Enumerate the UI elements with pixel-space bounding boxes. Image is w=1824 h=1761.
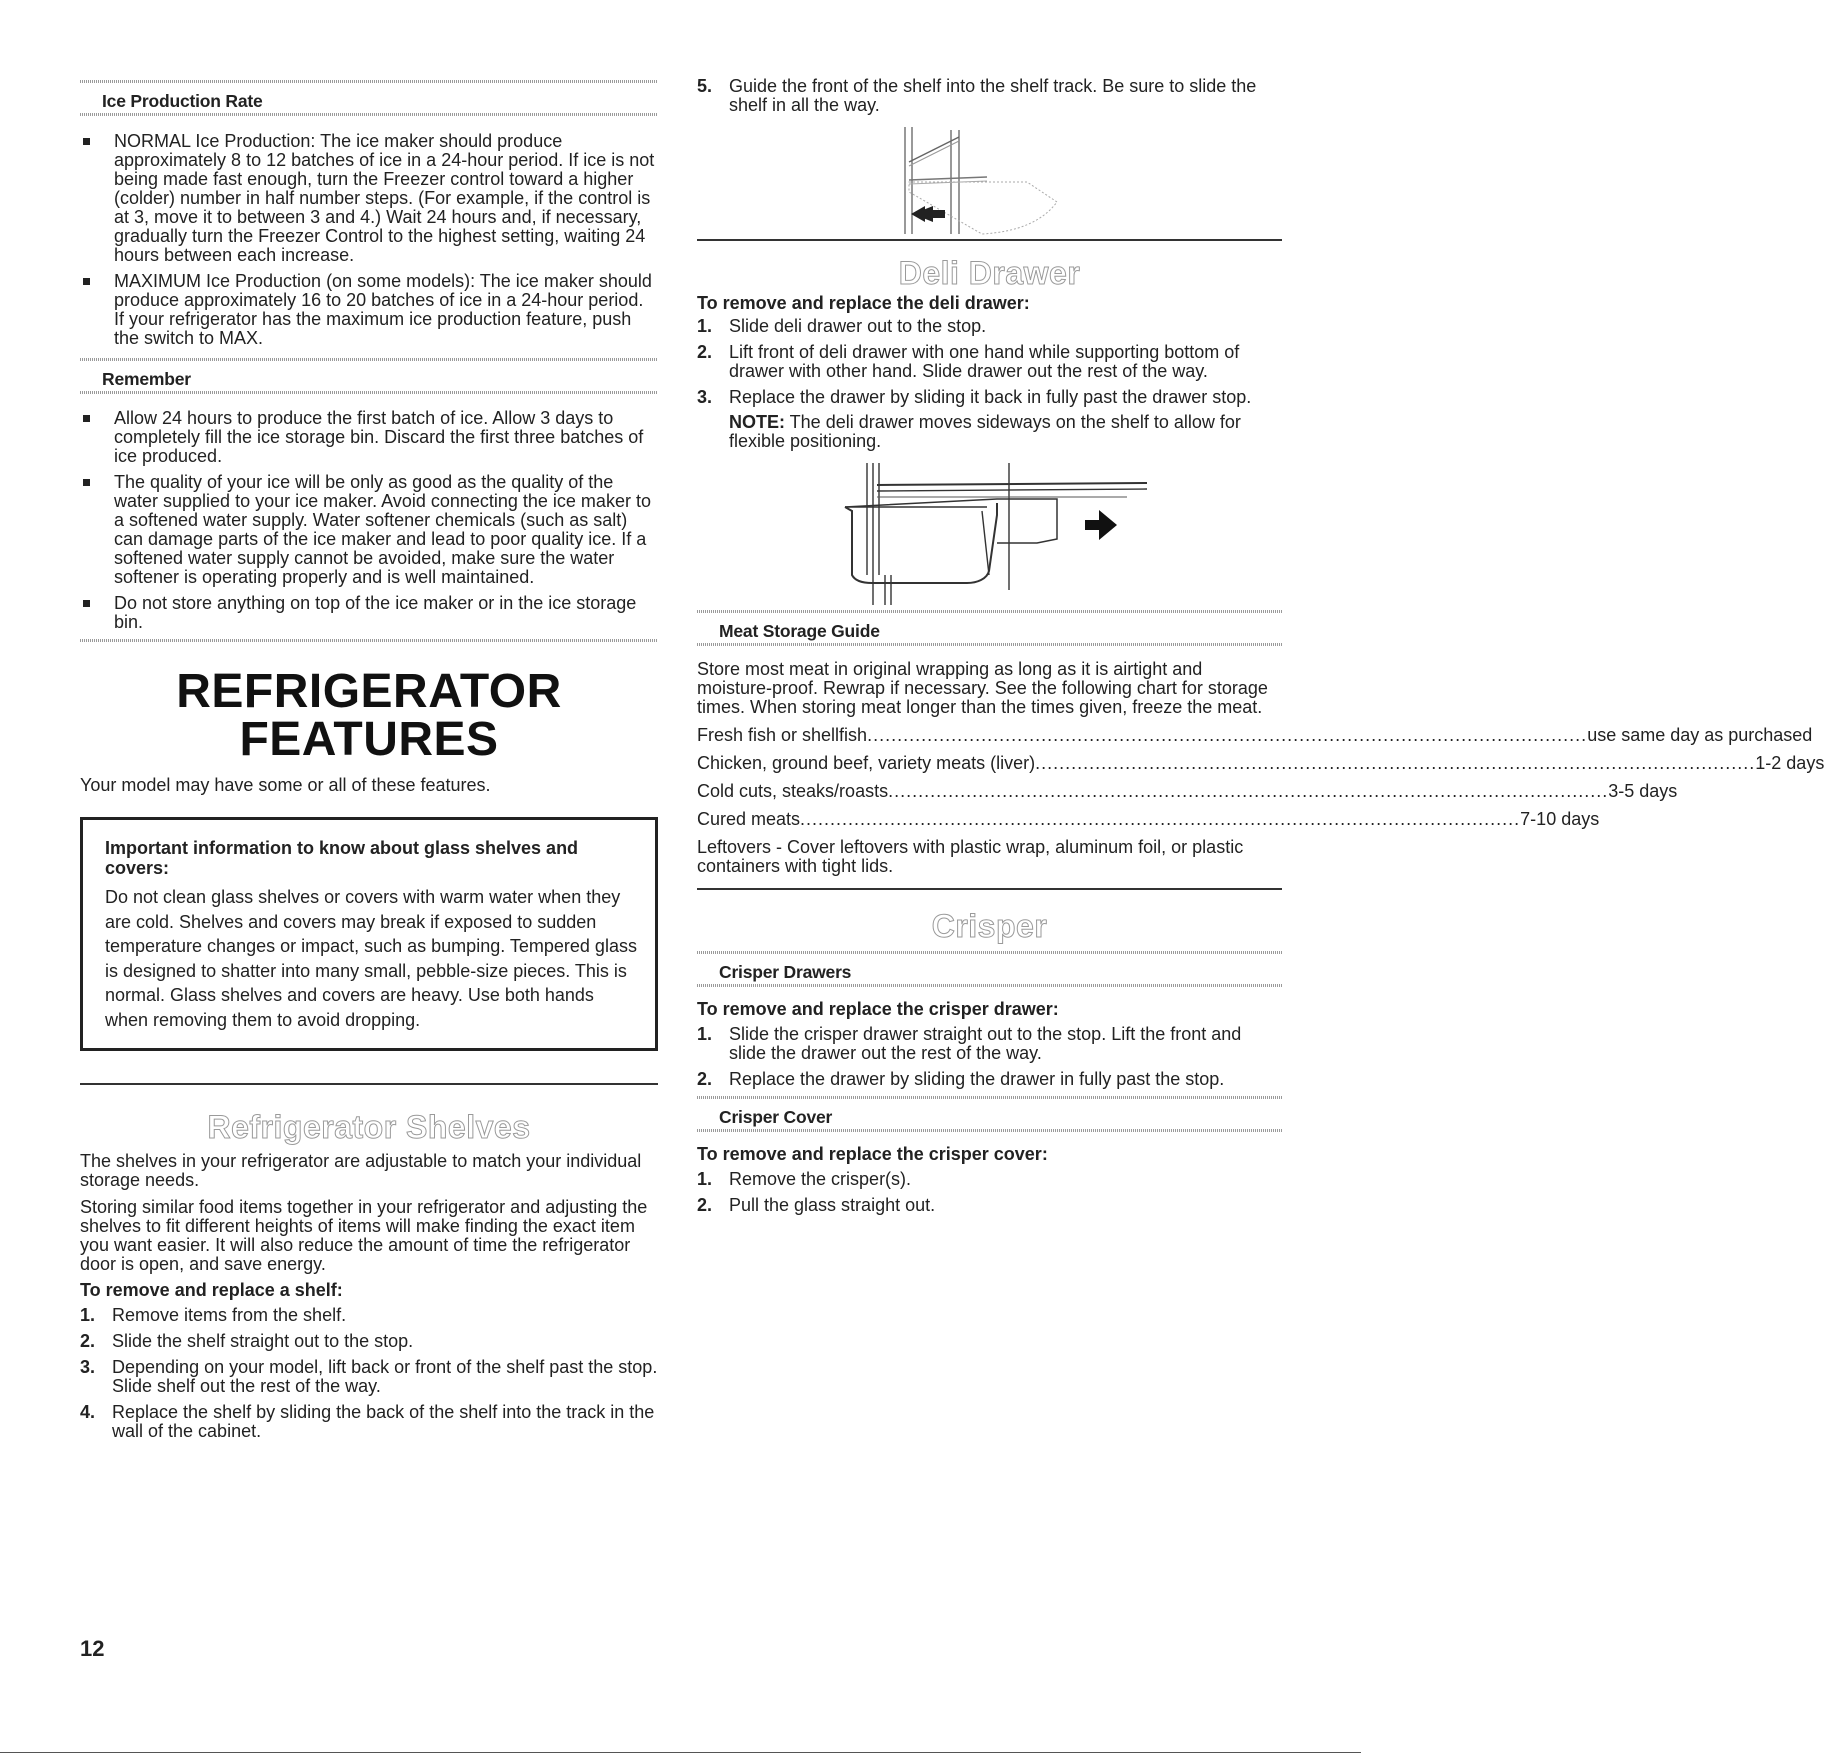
list-item: 2. Pull the glass straight out. [697, 1195, 936, 1215]
list-item: 4. Replace the shelf by sliding the back of the shelf into the track in the wall of the cabinet. [80, 1402, 655, 1441]
list-item: MAXIMUM Ice Production (on some models): The ice maker should produce approximately 16 to 20 batches of ice in a 24-hour period. If your refrigerator has the maximum ice production feature, push the switch to MAX. [80, 272, 658, 348]
meat-leftovers: Leftovers - Cover leftovers with plastic wrap, aluminum foil, or plastic containers with tight lids. [697, 837, 1244, 876]
glass-shelves-info-box [80, 817, 658, 1051]
table-row: Cured meats ........................................................................................................................ 7-10 days [697, 809, 1600, 829]
glass-box-heading: Important information to know about glass shelves and covers: [105, 838, 579, 878]
remember-list [80, 409, 658, 632]
deli-subheading: To remove and replace the deli drawer: [697, 293, 1030, 313]
crisper-cover-subheading: To remove and replace the crisper cover: [697, 1144, 1048, 1164]
list-item: Do not store anything on top of the ice maker or in the ice storage bin. [80, 594, 658, 632]
bullet-icon [83, 138, 90, 145]
meat-storage-table [697, 725, 1824, 829]
list-item: NORMAL Ice Production: The ice maker should produce approximately 8 to 12 batches of ice in a 24-hour period. If ice is not being made fast enough, turn the Freezer control toward a higher (colder) number in half number steps. (For example, if the control is at 3, move it to between 3 and 4.) Wait 24 hours and, if necessary, gradually turn the Freezer Control to the highest setting, waiting 24 hours between each increase. [80, 132, 658, 265]
shelves-steps-continued [697, 77, 1282, 115]
section-rule [697, 239, 1282, 241]
shelves-steps [80, 1306, 658, 1441]
crisper-drawers-steps [697, 1025, 1282, 1089]
crisper-heading: Crisper [931, 908, 1048, 944]
deli-steps [697, 317, 1282, 407]
right-column [697, 0, 1824, 1222]
page-number: 12 [80, 1636, 105, 1661]
meat-intro: Store most meat in original wrapping as long as it is airtight and moisture-proof. Rewrap if necessary. See the following chart for storage times. When storing meat longer than the times given, freeze the meat. [697, 659, 1268, 717]
list-item: 5. Guide the front of the shelf into the shelf track. Be sure to slide the shelf in all the way. [697, 76, 1257, 115]
ice-production-list [80, 132, 658, 348]
remember-heading-bar [80, 358, 658, 394]
list-item: 1. Remove items from the shelf. [80, 1305, 347, 1325]
deli-heading: Deli Drawer [898, 255, 1081, 291]
bullet-icon [83, 600, 90, 607]
crisper-cover-steps [697, 1170, 1282, 1215]
footer-rule [0, 1752, 1361, 1753]
shelf-track-illustration [697, 122, 1282, 237]
list-item: 2. Lift front of deli drawer with one hand while supporting bottom of drawer with other hand. Slide drawer out the rest of the way. [697, 342, 1240, 381]
table-row: Cold cuts, steaks/roasts ........................................................................................................................ 3-5 days [697, 781, 1678, 801]
deli-drawer-illustration [697, 455, 1282, 605]
list-item: 1. Slide deli drawer out to the stop. [697, 316, 987, 336]
list-item: 2. Replace the drawer by sliding the drawer in fully past the stop. [697, 1069, 1225, 1089]
deli-drawer-illustration-svg [697, 455, 1282, 605]
shelves-heading: Refrigerator Shelves [207, 1109, 531, 1145]
crisper-drawers-subheading: To remove and replace the crisper drawer: [697, 999, 1059, 1019]
meat-storage-heading: Meat Storage Guide [719, 621, 880, 641]
list-item: 3. Depending on your model, lift back or front of the shelf past the stop. Slide shelf out the rest of the way. [80, 1357, 658, 1396]
list-item: Allow 24 hours to produce the first batch of ice. Allow 3 days to completely fill the ice storage bin. Discard the first three batches of ice produced. [80, 409, 658, 466]
crisper-drawers-heading: Crisper Drawers [719, 962, 852, 982]
table-row: Fresh fish or shellfish ........................................................................................................................ use same day as purchased [697, 725, 1813, 745]
crisper-drawers-heading-bar [697, 951, 1282, 987]
deli-note: NOTE: The deli drawer moves sideways on the shelf to allow for flexible positioning. [729, 412, 1241, 451]
bullet-icon [83, 479, 90, 486]
page-title: REFRIGERATOR FEATURES [176, 665, 562, 766]
section-rule [80, 1083, 658, 1085]
list-item: 1. Remove the crisper(s). [697, 1169, 912, 1189]
shelves-para-1: The shelves in your refrigerator are adjustable to match your individual storage needs. [80, 1151, 642, 1190]
crisper-cover-heading: Crisper Cover [719, 1107, 833, 1127]
section-divider [80, 639, 658, 642]
list-item: 3. Replace the drawer by sliding it back in fully past the drawer stop. [697, 387, 1252, 407]
crisper-cover-heading-bar [697, 1096, 1282, 1132]
left-column [80, 0, 658, 1448]
glass-box-body: Do not clean glass shelves or covers with warm water when they are cold. Shelves and covers may break if exposed to sudden temperature changes or impact, such as bumping. Tempered glass is designed to shatter into many small, pebble-size pieces. This is normal. Glass shelves and covers are heavy. Use both hands when removing them to avoid dropping. [105, 887, 637, 1030]
remember-heading: Remember [102, 369, 191, 389]
shelves-para-2: Storing similar food items together in your refrigerator and adjusting the shelves to fit different heights of items will make finding the exact item you want easier. It will also reduce the amount of time the refrigerator door is open, and save energy. [80, 1197, 648, 1274]
shelf-illustration [697, 122, 1282, 237]
bullet-icon [83, 415, 90, 422]
list-item: 2. Slide the shelf straight out to the stop. [80, 1331, 414, 1351]
list-item: 1. Slide the crisper drawer straight out to the stop. Lift the front and slide the drawer out the rest of the way. [697, 1024, 1242, 1063]
ice-production-heading: Ice Production Rate [102, 91, 263, 111]
ice-production-heading-bar [80, 80, 658, 116]
section-rule [697, 888, 1282, 890]
meat-storage-heading-bar [697, 610, 1282, 646]
table-row: Chicken, ground beef, variety meats (liver) ........................................................................................................................ 1-2 days [697, 753, 1824, 773]
features-intro: Your model may have some or all of these features. [80, 775, 491, 795]
list-item: The quality of your ice will be only as good as the quality of the water supplied to your ice maker. Avoid connecting the ice maker to a softened water supply. Water softener chemicals (such as salt) can damage parts of the ice maker and lead to poor quality ice. If a softened water supply cannot be avoided, make sure the water softener is operating properly and is well maintained. [80, 473, 658, 587]
bullet-icon [83, 278, 90, 285]
shelves-subheading: To remove and replace a shelf: [80, 1280, 343, 1300]
